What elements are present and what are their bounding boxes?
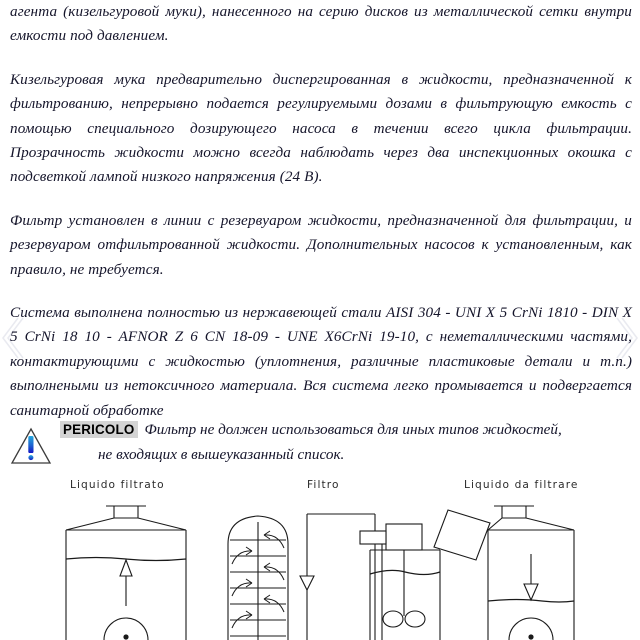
process-diagram [0,472,640,640]
paragraph-materials: Система выполнена полностью из нержавеющей стали AISI 304 - UNI X 5 CrNi 1810 - DIN X 5 CrNi 18 10 - AFNOR Z 6 CN 18-09 - UNE X6CrNi 19-10, с неметаллическими частями, контактирующими с жидкостью (уплотнения, различные пластиковые детали и т.п.) выполнеными из нетоксичного материала. Вся система легко промывается и подвергается санитарной обработке [10,304,632,419]
danger-notice [10,418,632,468]
paragraph-dispersion: Кизельгуровая мука предварительно диспергированная в жидкости, предназначенной к фильтрованию, непрерывно подается регулируемыми дозами в фильтрующую емкость с помощью специального дозирующего насоса в течении всего цикла фильтрации. Прозрачность жидкости можно всегда наблюдать через два инспекционных окошка с подсветкой лампой низкого напряжения (24 В). [10,70,632,186]
pipe-flow-arrow [300,576,314,590]
flow-arrow-down [524,554,538,600]
process-diagram-svg [0,498,640,640]
danger-text-line-2: не входящих в вышеуказанный список. [98,446,345,464]
paragraph-installation: Фильтр установлен в линии с резервуаром жидкости, предназначенной для фильтрации, и резервуаром отфильтрованной жидкости. Дополнительных насосов к установленным, как правило, не требуется. [10,211,632,278]
paragraph-continuation: агента (кизельгуровой муки), нанесенного на серию дисков из металлической сетки внутри емкости под давлением. [10,3,632,45]
danger-text-line-1: Фильтр не должен использоваться для иных типов жидкостей, [144,421,562,438]
figure-caption-unfiltered-liquid: Liquido da filtrare [464,479,579,491]
flow-arrow-up [120,560,132,606]
diatomaceous-powder-sack [434,510,490,560]
warning-triangle-icon [10,426,52,466]
figure-caption-filter: Filtro [307,479,340,491]
danger-first-row [60,418,632,442]
danger-notice-body [60,418,632,468]
dosing-mixer-tank [360,524,440,640]
filter-vessel [228,516,288,640]
danger-label-badge: PERICOLO [60,421,138,438]
figure-caption-filtered-liquid: Liquido filtrato [70,479,165,491]
body-text-column [10,0,632,423]
